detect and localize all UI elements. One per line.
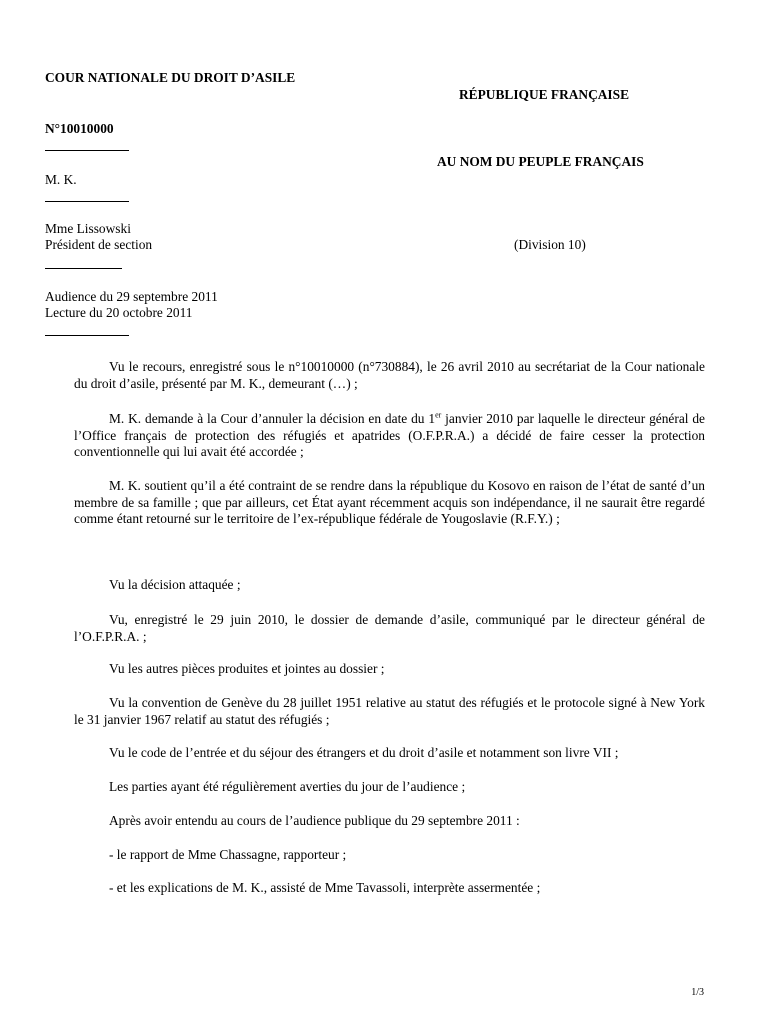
- republic-heading: RÉPUBLIQUE FRANÇAISE: [459, 87, 630, 102]
- paragraph-convention: Vu la convention de Genève du 28 juillet 1951 relative au statut des réfugiés et le protocole signé à New York le 31 janvier 1967 relatif au statut des réfugiés ;: [74, 695, 705, 727]
- paragraph-soutient: M. K. soutient qu’il a été contraint de se rendre dans la république du Kosovo en raison de l’état de santé d’un membre de sa famille ; que par ailleurs, cet État ayant récemment acquis son indépendance, il ne saurait être regardé comme étant retourné sur le territoire de l’ex-république fédérale de Yougoslavie (R.F.Y.) ;: [74, 478, 705, 526]
- paragraph-code: Vu le code de l’entrée et du séjour des étrangers et du droit d’asile et notamment son livre VII ;: [109, 745, 619, 760]
- paragraph-text: M. K. demande à la Cour d’annuler la décision en date du 1: [109, 411, 436, 426]
- party-name: M. K.: [45, 172, 77, 187]
- paragraph-parties: Les parties ayant été régulièrement averties du jour de l’audience ;: [109, 779, 466, 794]
- paragraph-explications: - et les explications de M. K., assisté de Mme Tavassoli, interprète assermentée ;: [109, 880, 541, 895]
- superscript: er: [435, 410, 442, 420]
- paragraph-dossier: Vu, enregistré le 29 juin 2010, le dossier de demande d’asile, communiqué par le directeur général de l’O.F.P.R.A. ;: [74, 612, 705, 644]
- judge-name: Mme Lissowski: [45, 221, 131, 236]
- divider: [45, 150, 129, 151]
- divider: [45, 268, 122, 269]
- paragraph-recours: Vu le recours, enregistré sous le n°10010000 (n°730884), le 26 avril 2010 au secrétariat de la Cour nationale du droit d’asile, présenté par M. K., demeurant (…) ;: [74, 359, 705, 391]
- paragraph-decision: Vu la décision attaquée ;: [109, 577, 241, 592]
- paragraph-pieces: Vu les autres pièces produites et jointes au dossier ;: [109, 661, 385, 676]
- divider: [45, 335, 129, 336]
- hearing-date: Audience du 29 septembre 2011: [45, 289, 218, 304]
- paragraph-text: janvier 2010 par laquelle le directeur général de l’Office français de protection des réfugiés et apatrides (O.F.P.R.A.) a décidé de faire cesser la protection conventionnelle qui lui avait été accordée ;: [74, 411, 705, 459]
- paragraph-rapport: - le rapport de Mme Chassagne, rapporteur ;: [109, 847, 347, 862]
- in-the-name-heading: AU NOM DU PEUPLE FRANÇAIS: [437, 154, 644, 169]
- page-number: 1/3: [691, 987, 704, 998]
- reading-date: Lecture du 20 octobre 2011: [45, 305, 193, 320]
- court-name: COUR NATIONALE DU DROIT D’ASILE: [45, 70, 296, 85]
- paragraph-audience: Après avoir entendu au cours de l’audience publique du 29 septembre 2011 :: [109, 813, 520, 828]
- judge-title: Président de section: [45, 237, 153, 252]
- paragraph-demande: [74, 411, 705, 461]
- division-label: (Division 10): [514, 237, 586, 252]
- divider: [45, 201, 129, 202]
- case-number: N°10010000: [45, 121, 114, 136]
